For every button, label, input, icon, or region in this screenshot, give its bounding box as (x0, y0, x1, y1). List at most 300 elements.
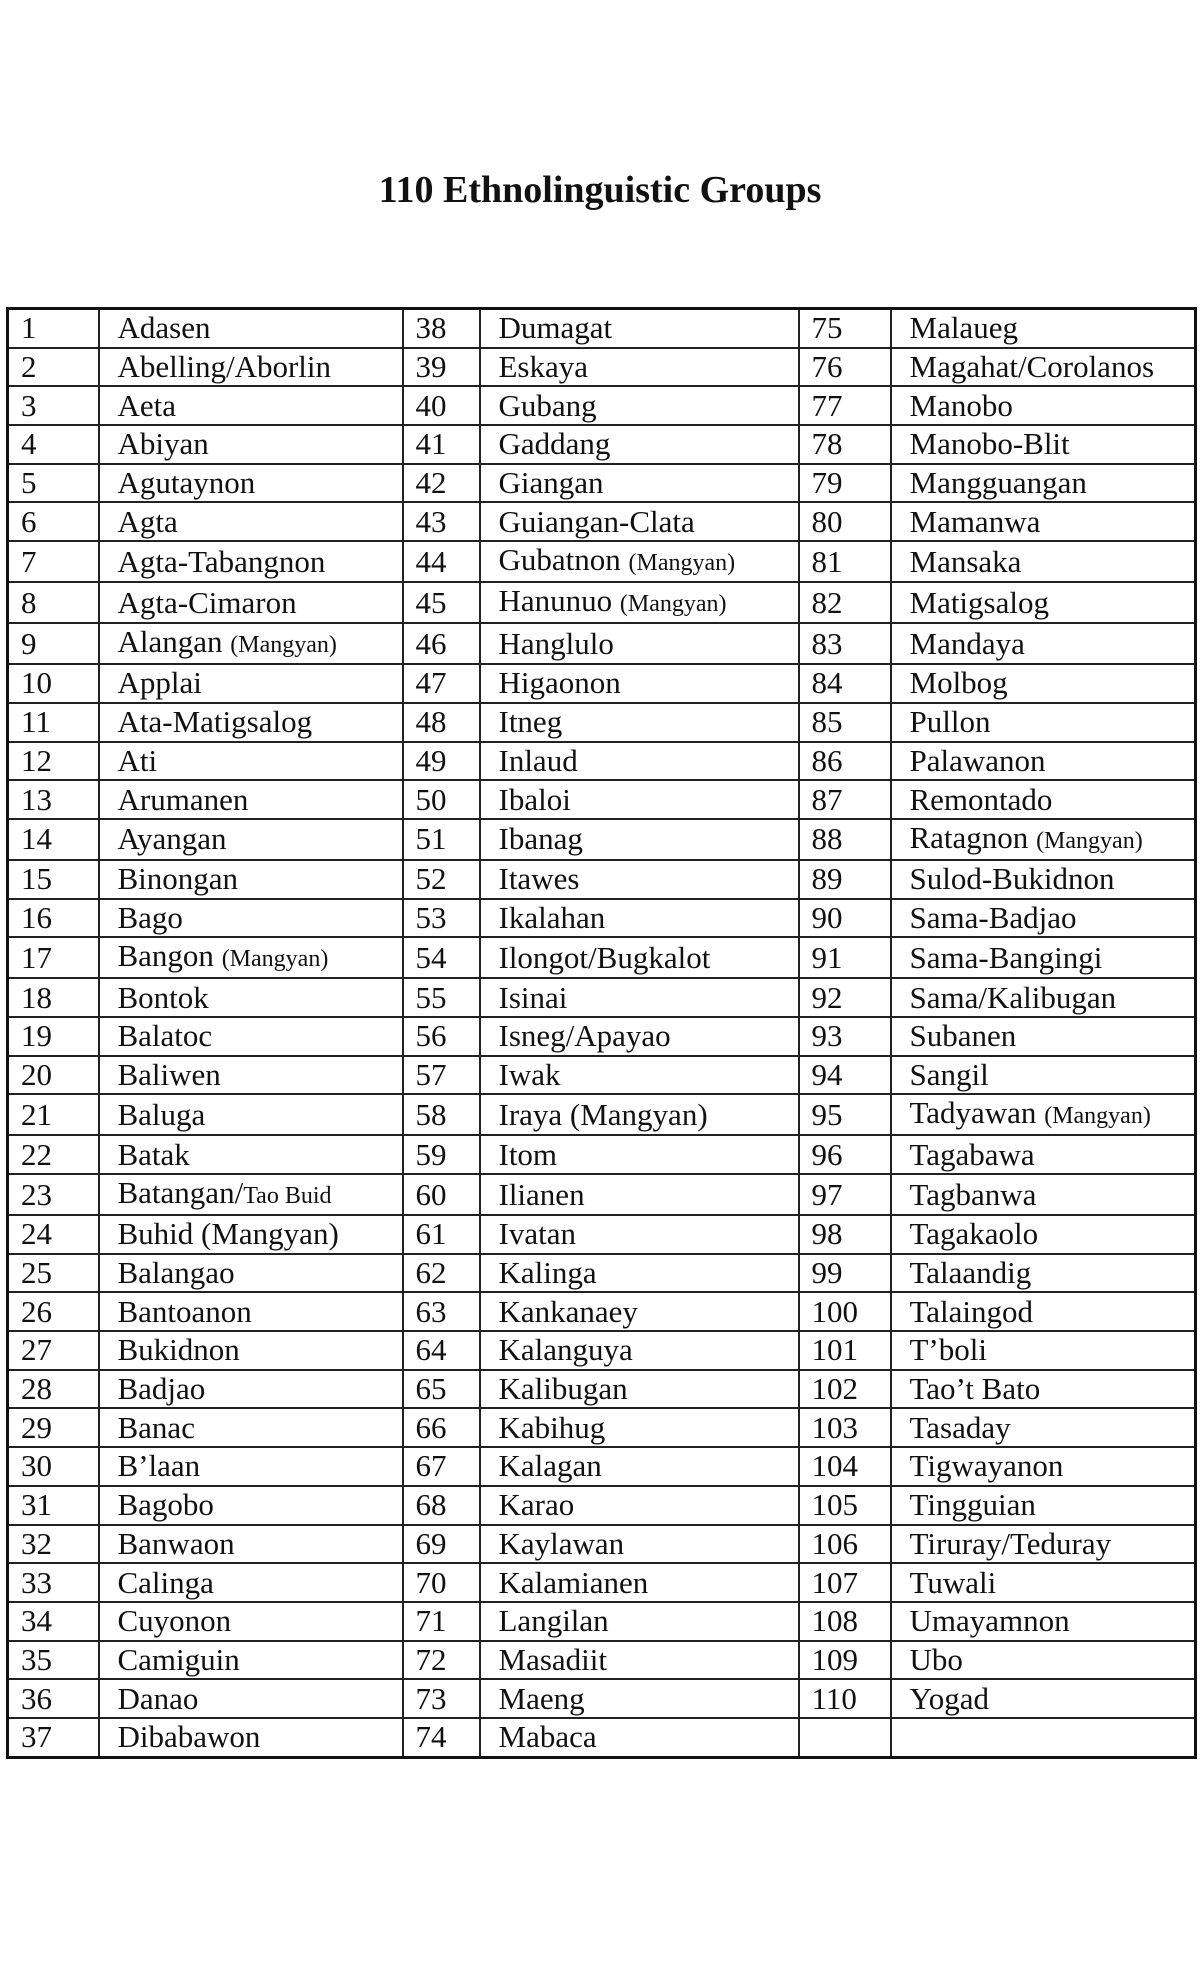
group-number: 40 (403, 386, 480, 425)
group-name (891, 1056, 1196, 1095)
group-number: 15 (8, 860, 99, 899)
group-number: 87 (799, 780, 891, 819)
group-number: 92 (799, 978, 891, 1017)
group-number: 2 (8, 348, 99, 387)
group-number: 90 (799, 899, 891, 938)
group-name-text: Ata-Matigsalog (117, 704, 313, 740)
group-number: 17 (8, 937, 99, 978)
group-name (891, 1679, 1196, 1718)
group-name-text: Kalamianen (498, 1564, 649, 1600)
group-name (891, 1094, 1196, 1135)
group-name-text: Itneg (498, 704, 563, 740)
group-number: 1 (8, 309, 99, 348)
group-name-text: Ibanag (498, 821, 583, 857)
group-name (99, 464, 403, 503)
group-name-text: Batak (117, 1136, 190, 1172)
group-name (480, 1174, 799, 1215)
group-number: 68 (403, 1486, 480, 1525)
group-name (480, 1292, 799, 1331)
group-name (891, 386, 1196, 425)
group-name (480, 899, 799, 938)
group-number: 66 (403, 1408, 480, 1447)
group-name-text: Agta-Tabangnon (117, 543, 326, 579)
group-number: 64 (403, 1331, 480, 1370)
group-number: 45 (403, 582, 480, 623)
group-name (891, 1017, 1196, 1056)
group-name (480, 1447, 799, 1486)
group-name (99, 899, 403, 938)
group-name (480, 1718, 799, 1757)
group-number: 74 (403, 1718, 480, 1757)
group-name-text: Batangan/ (117, 1175, 244, 1210)
table-row (8, 819, 1196, 860)
group-name-text: Tigwayanon (909, 1448, 1064, 1484)
group-name-text: Bago (117, 899, 183, 935)
table-row (8, 623, 1196, 664)
group-number: 91 (799, 937, 891, 978)
group-name (480, 1017, 799, 1056)
group-name-text: Magahat/Corolanos (909, 349, 1155, 385)
group-number: 32 (8, 1525, 99, 1564)
group-name-text: Mamanwa (909, 503, 1041, 539)
group-name (891, 1563, 1196, 1602)
group-name (99, 819, 403, 860)
group-name-text: Umayamnon (909, 1603, 1070, 1639)
group-note: (Mangyan) (221, 946, 329, 973)
group-name (99, 582, 403, 623)
group-name-text: Bantoanon (117, 1293, 252, 1329)
group-name-text: Manobo (909, 387, 1013, 423)
group-number: 30 (8, 1447, 99, 1486)
group-name (480, 502, 799, 541)
group-number: 60 (403, 1174, 480, 1215)
empty-cell (891, 1718, 1196, 1757)
group-name (891, 1602, 1196, 1641)
group-name-text: Higaonon (498, 665, 621, 701)
group-name-text: Iwak (498, 1056, 561, 1092)
group-name-text: Aeta (117, 387, 177, 423)
table-row (8, 1017, 1196, 1056)
group-name-text: Cuyonon (117, 1603, 232, 1639)
group-number: 42 (403, 464, 480, 503)
group-number: 14 (8, 819, 99, 860)
group-name-text: Yogad (909, 1680, 990, 1716)
group-name-text: Sangil (909, 1056, 989, 1092)
group-name (480, 1525, 799, 1564)
group-name-text: Gaddang (498, 426, 611, 462)
group-number: 83 (799, 623, 891, 664)
table-row (8, 664, 1196, 703)
group-name-text: Gubatnon (498, 542, 621, 578)
table-row (8, 309, 1196, 348)
group-name-text: Badjao (117, 1371, 206, 1407)
table-row (8, 1370, 1196, 1409)
group-name-text: Guiangan-Clata (498, 503, 695, 539)
group-name (891, 541, 1196, 582)
group-number: 23 (8, 1174, 99, 1215)
group-name-text: Tao’t Bato (909, 1371, 1041, 1407)
group-name (99, 1679, 403, 1718)
group-number: 97 (799, 1174, 891, 1215)
group-name-text: Kaylawan (498, 1525, 625, 1561)
table-row (8, 464, 1196, 503)
group-number: 93 (799, 1017, 891, 1056)
group-name-text: T’boli (909, 1332, 987, 1368)
group-number: 54 (403, 937, 480, 978)
empty-cell (799, 1718, 891, 1757)
group-name-text: Ati (117, 742, 158, 778)
table-row (8, 1292, 1196, 1331)
group-name (480, 1254, 799, 1293)
group-name-text: Ubo (909, 1641, 963, 1677)
group-number: 5 (8, 464, 99, 503)
group-name-text: Ayangan (117, 821, 227, 857)
table-row (8, 780, 1196, 819)
group-name-text: Tiruray/Teduray (909, 1525, 1112, 1561)
group-name (480, 978, 799, 1017)
group-name-text: Matigsalog (909, 584, 1049, 620)
group-number: 56 (403, 1017, 480, 1056)
group-name-text: Sama/Kalibugan (909, 979, 1117, 1015)
group-name (480, 860, 799, 899)
group-name-text: Mandaya (909, 625, 1025, 661)
group-number: 59 (403, 1135, 480, 1174)
group-name-text: Agta (117, 503, 178, 539)
group-name-text: Kankanaey (498, 1293, 638, 1329)
ethnolinguistic-groups-table (6, 307, 1197, 1759)
group-number: 3 (8, 386, 99, 425)
group-name-text: Tuwali (909, 1564, 997, 1600)
group-name (99, 860, 403, 899)
table-row (8, 742, 1196, 781)
group-number: 33 (8, 1563, 99, 1602)
group-name-text: Buhid (Mangyan) (117, 1216, 339, 1252)
group-name-text: Ratagnon (909, 819, 1029, 855)
group-number: 104 (799, 1447, 891, 1486)
group-name (99, 1292, 403, 1331)
group-number: 43 (403, 502, 480, 541)
group-number: 78 (799, 425, 891, 464)
group-name (891, 1292, 1196, 1331)
group-name-text: Binongan (117, 861, 239, 897)
group-number: 44 (403, 541, 480, 582)
group-number: 20 (8, 1056, 99, 1095)
group-name-text: Isinai (498, 979, 568, 1015)
group-number: 36 (8, 1679, 99, 1718)
group-name (99, 1056, 403, 1095)
group-number: 75 (799, 309, 891, 348)
group-note: (Mangyan) (1044, 1103, 1151, 1130)
group-name-text: Kalibugan (498, 1371, 628, 1407)
group-name-text: Balangao (117, 1255, 235, 1291)
group-name (99, 703, 403, 742)
group-name (480, 1486, 799, 1525)
table-row (8, 502, 1196, 541)
group-name-text: Bontok (117, 979, 209, 1015)
group-number: 76 (799, 348, 891, 387)
table-row (8, 1641, 1196, 1680)
table-row (8, 348, 1196, 387)
group-name (891, 860, 1196, 899)
group-name (891, 309, 1196, 348)
group-name (99, 937, 403, 978)
group-name-text: Inlaud (498, 742, 578, 778)
table-row (8, 899, 1196, 938)
group-name (480, 664, 799, 703)
group-name (480, 582, 799, 623)
group-number: 53 (403, 899, 480, 938)
group-name (99, 1408, 403, 1447)
table-row (8, 1215, 1196, 1254)
group-name (891, 899, 1196, 938)
group-name (99, 425, 403, 464)
group-number: 85 (799, 703, 891, 742)
group-name (99, 1641, 403, 1680)
group-number: 21 (8, 1094, 99, 1135)
group-number: 69 (403, 1525, 480, 1564)
group-name-text: Itawes (498, 861, 580, 897)
group-name (891, 978, 1196, 1017)
group-name (99, 1525, 403, 1564)
group-number: 100 (799, 1292, 891, 1331)
group-name-text: Isneg/Apayao (498, 1018, 671, 1054)
group-name-text: Calinga (117, 1564, 214, 1600)
group-name (480, 541, 799, 582)
group-name (99, 978, 403, 1017)
group-name (480, 1408, 799, 1447)
group-name (480, 1056, 799, 1095)
group-number: 12 (8, 742, 99, 781)
group-number: 25 (8, 1254, 99, 1293)
group-name-text: Banac (117, 1409, 195, 1445)
group-name (891, 1525, 1196, 1564)
group-name-text: Tagbanwa (909, 1176, 1037, 1212)
group-name-text: Manobo-Blit (909, 426, 1070, 462)
group-name (480, 819, 799, 860)
table-row (8, 978, 1196, 1017)
group-name (99, 386, 403, 425)
group-name-text: Talaandig (909, 1255, 1032, 1291)
group-number: 46 (403, 623, 480, 664)
group-name-text: Masadiit (498, 1641, 607, 1677)
group-name-text: Camiguin (117, 1641, 240, 1677)
group-name-text: Ibaloi (498, 781, 571, 817)
group-name-text: Remontado (909, 781, 1053, 817)
group-name (480, 1215, 799, 1254)
group-name (891, 937, 1196, 978)
group-name (99, 541, 403, 582)
group-name (99, 1331, 403, 1370)
group-number: 37 (8, 1718, 99, 1757)
group-name (99, 309, 403, 348)
group-name-text: Bangon (117, 938, 214, 974)
table-row (8, 1447, 1196, 1486)
group-name-text: Banwaon (117, 1525, 235, 1561)
group-name-text: Subanen (909, 1018, 1017, 1054)
group-name-text: Balatoc (117, 1018, 213, 1054)
group-name (480, 1679, 799, 1718)
group-number: 79 (799, 464, 891, 503)
group-number: 26 (8, 1292, 99, 1331)
group-name-text: Eskaya (498, 349, 589, 385)
group-number: 57 (403, 1056, 480, 1095)
group-number: 13 (8, 780, 99, 819)
table-row (8, 1679, 1196, 1718)
group-name (99, 1094, 403, 1135)
group-name (891, 425, 1196, 464)
table-row (8, 860, 1196, 899)
group-number: 49 (403, 742, 480, 781)
group-number: 38 (403, 309, 480, 348)
group-name (480, 937, 799, 978)
table-row (8, 425, 1196, 464)
group-name (99, 1174, 403, 1215)
group-note: Tao Buid (243, 1183, 332, 1209)
group-name (480, 1370, 799, 1409)
group-number: 29 (8, 1408, 99, 1447)
group-note: (Mangyan) (628, 550, 736, 577)
group-number: 101 (799, 1331, 891, 1370)
group-number: 48 (403, 703, 480, 742)
group-name (99, 1447, 403, 1486)
group-name (99, 1602, 403, 1641)
group-name (480, 780, 799, 819)
group-name-text: Pullon (909, 704, 991, 740)
group-number: 88 (799, 819, 891, 860)
group-name-text: Tagabawa (909, 1136, 1035, 1172)
group-name (891, 1254, 1196, 1293)
group-name-text: Agta-Cimaron (117, 584, 297, 620)
group-name-text: Mangguangan (909, 465, 1087, 501)
table-row (8, 541, 1196, 582)
group-name-text: Dibabawon (117, 1719, 261, 1755)
table-row (8, 1094, 1196, 1135)
group-name (480, 348, 799, 387)
group-name (891, 1370, 1196, 1409)
group-name-text: Applai (117, 665, 202, 701)
group-name (891, 1486, 1196, 1525)
group-name (480, 1331, 799, 1370)
group-name-text: Agutaynon (117, 465, 256, 501)
group-number: 108 (799, 1602, 891, 1641)
group-name-text: Bukidnon (117, 1332, 240, 1368)
group-name-text: Kalinga (498, 1255, 597, 1291)
group-number: 39 (403, 348, 480, 387)
group-number: 109 (799, 1641, 891, 1680)
group-name (99, 502, 403, 541)
group-name-text: Sulod-Bukidnon (909, 861, 1115, 897)
table-row (8, 1563, 1196, 1602)
table-row (8, 937, 1196, 978)
group-name (480, 742, 799, 781)
group-name (99, 1254, 403, 1293)
group-number: 58 (403, 1094, 480, 1135)
group-name (891, 1215, 1196, 1254)
group-name (99, 742, 403, 781)
group-number: 67 (403, 1447, 480, 1486)
group-number: 77 (799, 386, 891, 425)
group-number: 62 (403, 1254, 480, 1293)
group-name-text: Ivatan (498, 1216, 576, 1252)
group-name-text: Adasen (117, 310, 211, 346)
group-name-text: Ilongot/Bugkalot (498, 939, 711, 975)
group-name-text: Iraya (Mangyan) (498, 1096, 708, 1132)
group-name (99, 1135, 403, 1174)
group-name-text: Tadyawan (909, 1095, 1037, 1131)
group-name (99, 780, 403, 819)
table-row (8, 1331, 1196, 1370)
group-name-text: Danao (117, 1680, 199, 1716)
table-row (8, 1056, 1196, 1095)
group-name (99, 1017, 403, 1056)
group-number: 24 (8, 1215, 99, 1254)
group-name-text: Abiyan (117, 426, 209, 462)
group-number: 99 (799, 1254, 891, 1293)
group-name-text: Kalanguya (498, 1332, 633, 1368)
group-number: 10 (8, 664, 99, 703)
group-name (480, 703, 799, 742)
group-number: 22 (8, 1135, 99, 1174)
group-name (480, 425, 799, 464)
group-name-text: Bagobo (117, 1487, 214, 1523)
table-row (8, 1174, 1196, 1215)
group-name (891, 623, 1196, 664)
group-name (99, 348, 403, 387)
group-name (99, 623, 403, 664)
group-number: 4 (8, 425, 99, 464)
group-number: 55 (403, 978, 480, 1017)
group-name (480, 1094, 799, 1135)
table-row (8, 1254, 1196, 1293)
group-number: 35 (8, 1641, 99, 1680)
group-number: 102 (799, 1370, 891, 1409)
group-name-text: Alangan (117, 624, 223, 660)
group-number: 94 (799, 1056, 891, 1095)
group-number: 51 (403, 819, 480, 860)
group-name-text: Talaingod (909, 1293, 1034, 1329)
group-name (99, 1215, 403, 1254)
group-name-text: Kalagan (498, 1448, 602, 1484)
group-number: 18 (8, 978, 99, 1017)
table-row (8, 1718, 1196, 1757)
group-number: 106 (799, 1525, 891, 1564)
group-name (99, 1718, 403, 1757)
group-number: 6 (8, 502, 99, 541)
table-row (8, 1135, 1196, 1174)
group-number: 19 (8, 1017, 99, 1056)
group-name-text: Karao (498, 1487, 575, 1523)
group-name-text: Abelling/Aborlin (117, 349, 332, 385)
group-name (480, 623, 799, 664)
group-number: 61 (403, 1215, 480, 1254)
group-name (891, 582, 1196, 623)
group-name-text: Molbog (909, 665, 1008, 701)
group-name (891, 1174, 1196, 1215)
group-name-text: B’laan (117, 1448, 201, 1484)
group-number: 47 (403, 664, 480, 703)
group-name-text: Sama-Badjao (909, 899, 1077, 935)
group-number: 72 (403, 1641, 480, 1680)
group-number: 63 (403, 1292, 480, 1331)
group-number: 65 (403, 1370, 480, 1409)
group-number: 86 (799, 742, 891, 781)
group-number: 27 (8, 1331, 99, 1370)
group-number: 11 (8, 703, 99, 742)
group-name (891, 664, 1196, 703)
group-number: 105 (799, 1486, 891, 1525)
group-name-text: Sama-Bangingi (909, 939, 1103, 975)
group-name (480, 1135, 799, 1174)
